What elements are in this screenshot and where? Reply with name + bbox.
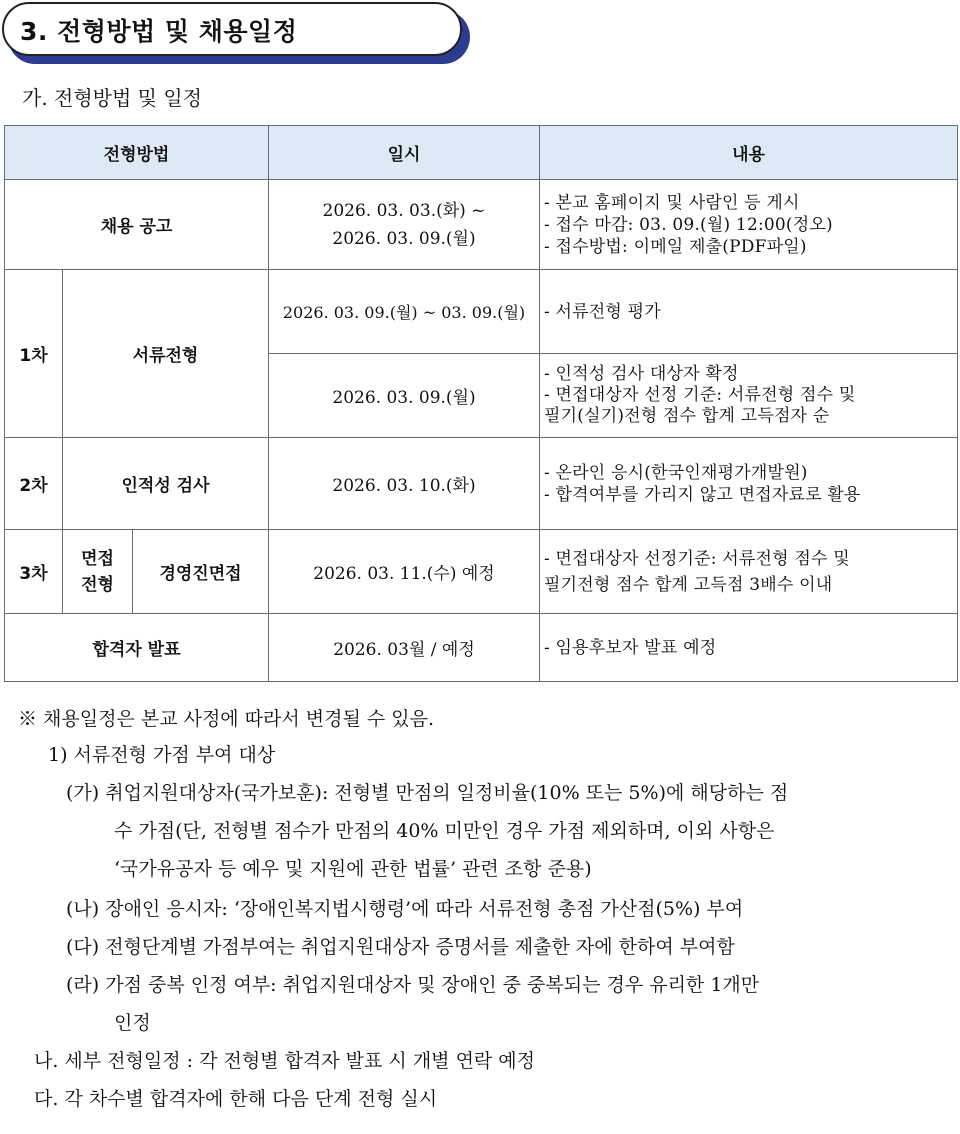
stage3-group-line: 면접 — [81, 548, 114, 569]
stage1-method: 서류전형 — [63, 270, 269, 438]
content-line: - 접수방법: 이메일 제출(PDF파일) — [544, 236, 807, 257]
stage2-method: 인적성 검사 — [63, 438, 269, 530]
stage2-content — [540, 438, 958, 530]
stage1-date-2: 2026. 03. 09.(월) — [269, 354, 540, 438]
content-line: - 면접대상자 선정기준: 서류전형 점수 및 — [544, 548, 850, 569]
content-line: - 인적성 검사 대상자 확정 — [544, 364, 739, 384]
note-ra-line: (라) 가점 중복 인정 여부: 취업지원대상자 및 장애인 중 중복되는 경우 유리한 1개만 — [66, 974, 760, 996]
stage2-date: 2026. 03. 10.(화) — [269, 438, 540, 530]
stage3-group — [63, 530, 133, 614]
note-b: 나. 세부 전형일정 : 각 전형별 합격자 발표 시 개별 연락 예정 — [34, 1050, 536, 1072]
stage3-date: 2026. 03. 11.(수) 예정 — [269, 530, 540, 614]
content-line: - 접수 마감: 03. 09.(월) 12:00(정오) — [544, 214, 833, 235]
stage3-content — [540, 530, 958, 614]
table-row — [5, 614, 958, 682]
content-line: - 서류전형 평가 — [544, 301, 661, 322]
stage1-date: 2026. 03. 09.(월) ~ 03. 09.(월) — [269, 270, 540, 354]
content-line: 필기(실기)전형 점수 합계 고득점자 순 — [544, 406, 830, 426]
announce-label: 채용 공고 — [5, 180, 269, 270]
content-line: - 면접대상자 선정 기준: 서류전형 점수 및 — [544, 385, 856, 405]
stage1-label: 1차 — [5, 270, 63, 438]
content-line: - 합격여부를 가리지 않고 면접자료로 활용 — [544, 484, 861, 505]
header-content: 내용 — [540, 126, 958, 180]
result-date: 2026. 03월 / 예정 — [269, 614, 540, 682]
stage1-content — [540, 270, 958, 354]
content-line: 필기전형 점수 합계 고득점 3배수 이내 — [544, 574, 833, 595]
content-line: - 본교 홈페이지 및 사람인 등 게시 — [544, 192, 800, 213]
announce-date-line: 2026. 03. 03.(화) ~ — [322, 200, 486, 221]
table-row — [5, 270, 958, 354]
note-item-1: 1) 서류전형 가점 부여 대상 — [48, 744, 276, 766]
notice-text: ※ 채용일정은 본교 사정에 따라서 변경될 수 있음. — [18, 708, 435, 730]
table-row — [5, 438, 958, 530]
section-title: 3. 전형방법 및 채용일정 — [20, 17, 298, 46]
note-c: 다. 각 차수별 합격자에 한해 다음 단계 전형 실시 — [34, 1088, 438, 1110]
note-ga-line: 수 가점(단, 전형별 점수가 만점의 40% 미만인 경우 가점 제외하며, 이외 사항은 — [114, 820, 775, 842]
subsection-title: 가. 전형방법 및 일정 — [22, 86, 202, 110]
content-line: - 임용후보자 발표 예정 — [544, 637, 717, 658]
note-na: (나) 장애인 응시자: ‘장애인복지법시행령’에 따라 서류전형 총점 가산점(5%) 부여 — [66, 898, 744, 920]
announce-date-line: 2026. 03. 09.(월) — [332, 228, 476, 249]
content-line: - 온라인 응시(한국인재평가개발원) — [544, 462, 808, 483]
note-ra-line: 인정 — [114, 1012, 151, 1034]
note-da: (다) 전형단계별 가점부여는 취업지원대상자 증명서를 제출한 자에 한하여 부여함 — [66, 936, 735, 958]
note-ga-line: ‘국가유공자 등 예우 및 지원에 관한 법률’ 관련 조항 준용) — [114, 858, 592, 880]
stage3-label: 3차 — [5, 530, 63, 614]
table-header-row — [5, 126, 958, 180]
table-row — [5, 180, 958, 270]
announce-content — [540, 180, 958, 270]
header-method: 전형방법 — [5, 126, 269, 180]
section-header — [0, 0, 472, 66]
table-row — [5, 530, 958, 614]
note-ga-line: (가) 취업지원대상자(국가보훈): 전형별 만점의 일정비율(10% 또는 5%)에 해당하는 점 — [66, 782, 789, 804]
stage2-label: 2차 — [5, 438, 63, 530]
result-label: 합격자 발표 — [5, 614, 269, 682]
result-content — [540, 614, 958, 682]
announce-date — [269, 180, 540, 270]
stage1-content-2 — [540, 354, 958, 438]
stage3-method: 경영진면접 — [133, 530, 269, 614]
schedule-table — [4, 125, 958, 682]
stage3-group-line: 전형 — [81, 574, 114, 595]
header-date: 일시 — [269, 126, 540, 180]
